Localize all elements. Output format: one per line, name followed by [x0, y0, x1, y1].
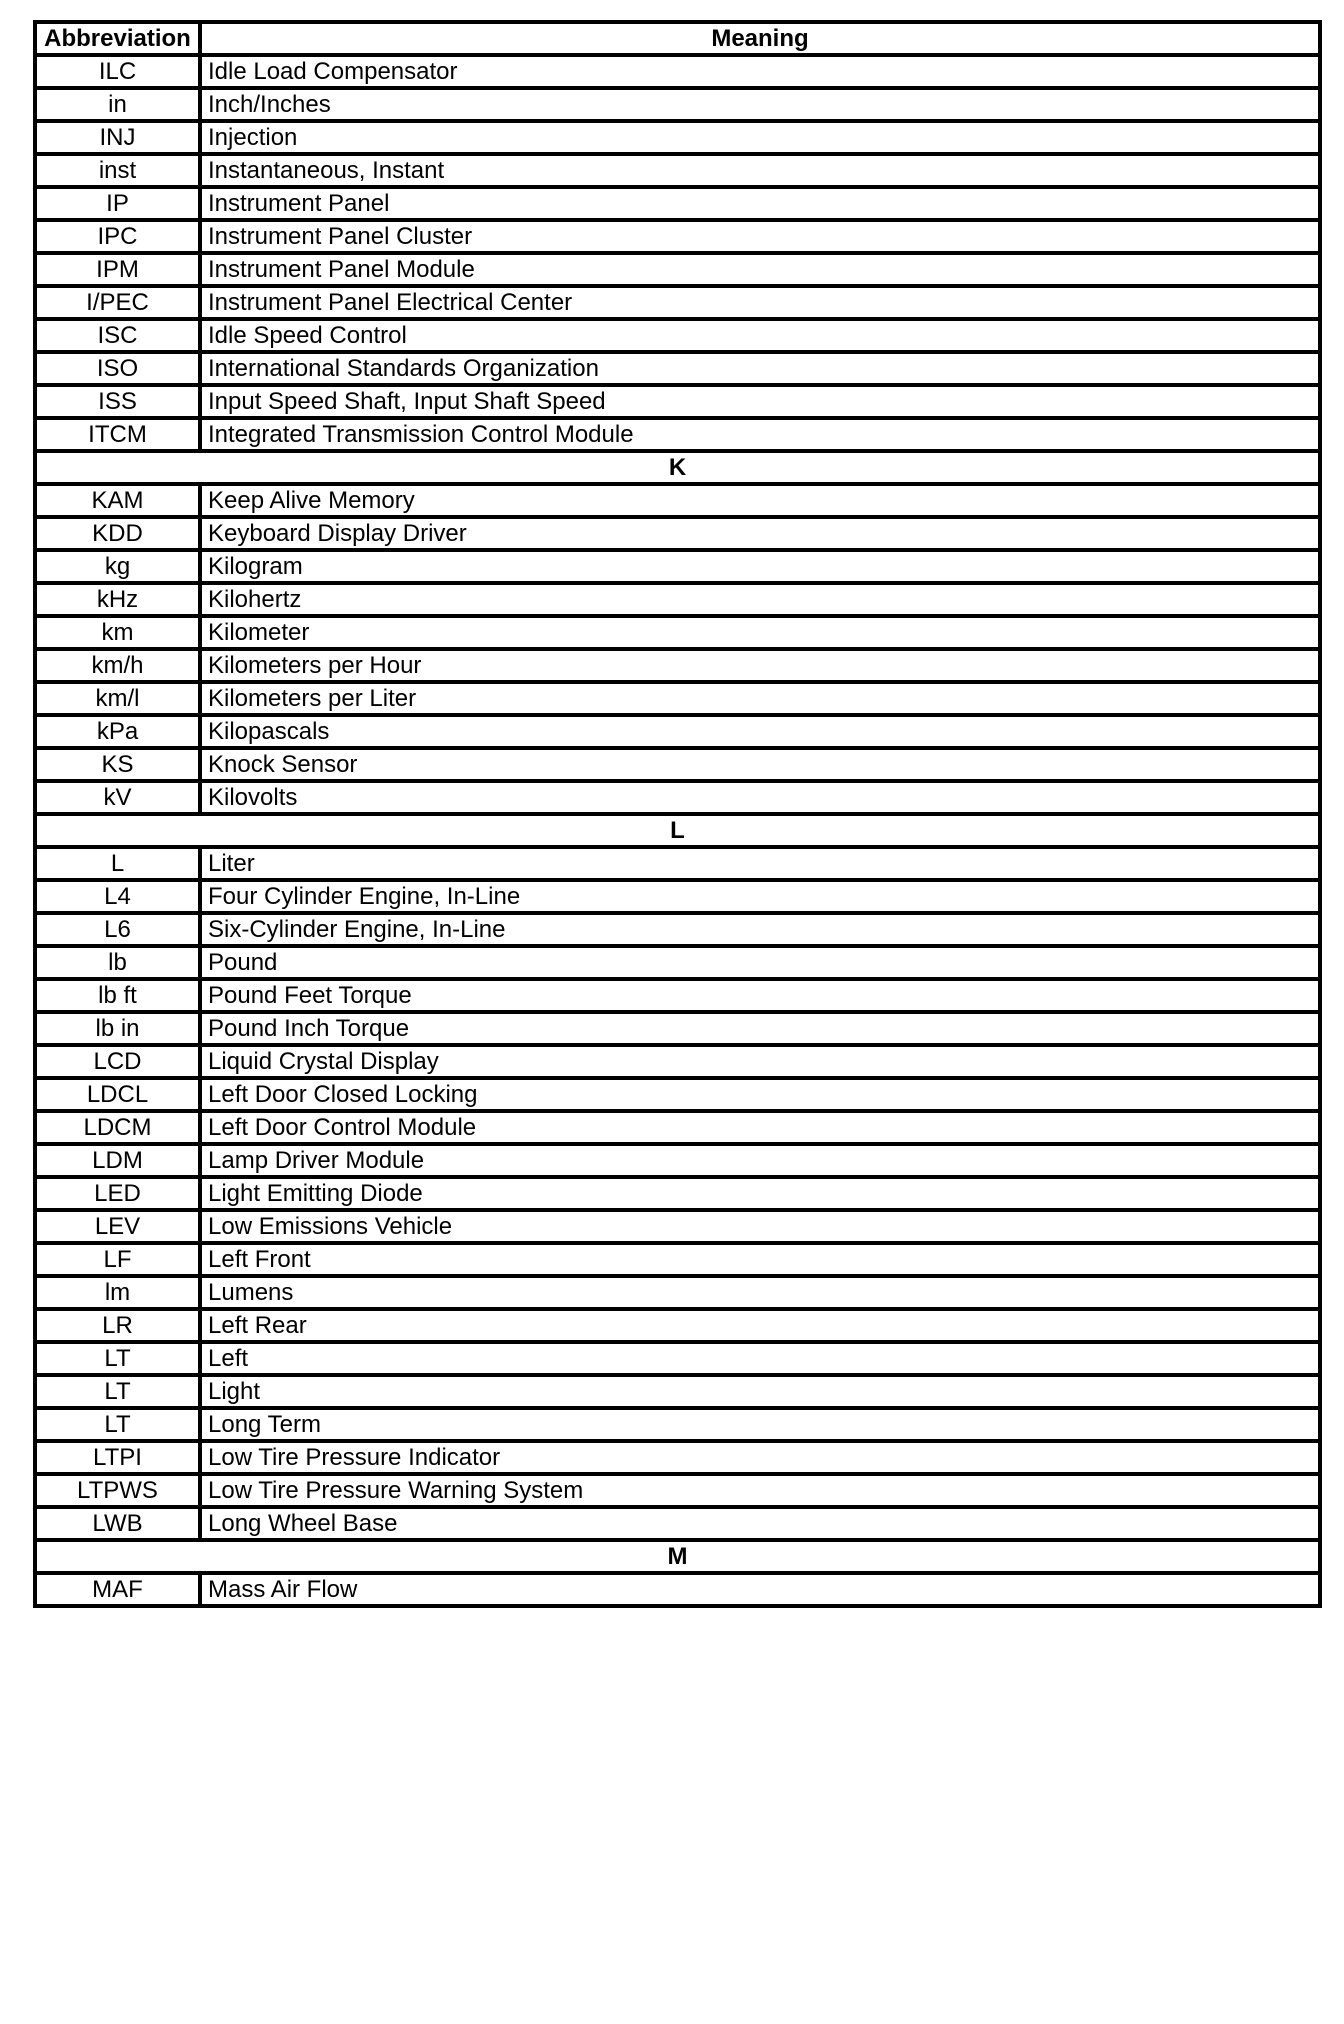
table-row — [35, 1177, 1320, 1210]
table-row — [35, 187, 1320, 220]
table-row — [35, 418, 1320, 451]
meaning-cell: Left Rear — [200, 1309, 1320, 1342]
meaning-cell: Six-Cylinder Engine, In-Line — [200, 913, 1320, 946]
meaning-cell: Instrument Panel Module — [200, 253, 1320, 286]
table-row — [35, 1375, 1320, 1408]
table-row — [35, 847, 1320, 880]
abbreviation-cell: INJ — [35, 121, 200, 154]
meaning-cell: Lumens — [200, 1276, 1320, 1309]
meaning-cell: Light Emitting Diode — [200, 1177, 1320, 1210]
abbreviation-cell: LT — [35, 1342, 200, 1375]
abbreviation-cell: KS — [35, 748, 200, 781]
table-body — [35, 55, 1320, 1606]
meaning-cell: Lamp Driver Module — [200, 1144, 1320, 1177]
abbreviation-cell: MAF — [35, 1573, 200, 1606]
meaning-cell: Kilometers per Hour — [200, 649, 1320, 682]
table-row — [35, 550, 1320, 583]
abbreviation-cell: IPC — [35, 220, 200, 253]
meaning-cell: Liquid Crystal Display — [200, 1045, 1320, 1078]
table-row — [35, 1210, 1320, 1243]
table-row — [35, 55, 1320, 88]
abbreviation-cell: LTPWS — [35, 1474, 200, 1507]
abbreviation-cell: kV — [35, 781, 200, 814]
meaning-cell: Instrument Panel Electrical Center — [200, 286, 1320, 319]
abbreviation-cell: IPM — [35, 253, 200, 286]
meaning-cell: Pound Inch Torque — [200, 1012, 1320, 1045]
table-row — [35, 715, 1320, 748]
section-letter: L — [35, 814, 1320, 847]
abbreviation-cell: LF — [35, 1243, 200, 1276]
table-row — [35, 1342, 1320, 1375]
meaning-cell: Pound — [200, 946, 1320, 979]
table-row — [35, 682, 1320, 715]
section-letter: K — [35, 451, 1320, 484]
meaning-cell: Kilopascals — [200, 715, 1320, 748]
table-row — [35, 1144, 1320, 1177]
table-header-row — [35, 22, 1320, 55]
meaning-cell: Keep Alive Memory — [200, 484, 1320, 517]
table-row — [35, 1441, 1320, 1474]
table-row — [35, 616, 1320, 649]
table-row — [35, 1111, 1320, 1144]
abbreviation-cell: LCD — [35, 1045, 200, 1078]
meaning-cell: Injection — [200, 121, 1320, 154]
meaning-cell: Long Term — [200, 1408, 1320, 1441]
meaning-cell: Idle Speed Control — [200, 319, 1320, 352]
abbreviation-cell: LEV — [35, 1210, 200, 1243]
meaning-cell: Left Door Control Module — [200, 1111, 1320, 1144]
abbreviation-cell: I/PEC — [35, 286, 200, 319]
abbreviation-cell: lb — [35, 946, 200, 979]
abbreviation-cell: LDCM — [35, 1111, 200, 1144]
table-row — [35, 484, 1320, 517]
table-row — [35, 121, 1320, 154]
table-row — [35, 1078, 1320, 1111]
table-row — [35, 748, 1320, 781]
abbreviation-cell: inst — [35, 154, 200, 187]
table-row — [35, 286, 1320, 319]
meaning-cell: Left Door Closed Locking — [200, 1078, 1320, 1111]
table-row — [35, 880, 1320, 913]
table-row — [35, 1012, 1320, 1045]
abbreviation-cell: L6 — [35, 913, 200, 946]
abbreviation-cell: LED — [35, 1177, 200, 1210]
meaning-cell: Mass Air Flow — [200, 1573, 1320, 1606]
meaning-cell: Inch/Inches — [200, 88, 1320, 121]
section-header-row — [35, 451, 1320, 484]
abbreviation-cell: LT — [35, 1408, 200, 1441]
meaning-cell: Instantaneous, Instant — [200, 154, 1320, 187]
abbreviation-cell: LDCL — [35, 1078, 200, 1111]
abbreviation-cell: LWB — [35, 1507, 200, 1540]
meaning-cell: Kilohertz — [200, 583, 1320, 616]
abbreviation-column-header: Abbreviation — [35, 22, 200, 55]
abbreviation-cell: km/l — [35, 682, 200, 715]
abbreviation-cell: L4 — [35, 880, 200, 913]
abbreviation-cell: km/h — [35, 649, 200, 682]
meaning-cell: Knock Sensor — [200, 748, 1320, 781]
table-row — [35, 352, 1320, 385]
meaning-cell: Pound Feet Torque — [200, 979, 1320, 1012]
meaning-cell: Kilovolts — [200, 781, 1320, 814]
table-row — [35, 1276, 1320, 1309]
table-row — [35, 1243, 1320, 1276]
table-row — [35, 781, 1320, 814]
meaning-cell: Low Tire Pressure Indicator — [200, 1441, 1320, 1474]
abbreviation-cell: ITCM — [35, 418, 200, 451]
meaning-cell: Idle Load Compensator — [200, 55, 1320, 88]
abbreviation-cell: LTPI — [35, 1441, 200, 1474]
meaning-cell: Kilometers per Liter — [200, 682, 1320, 715]
table-row — [35, 913, 1320, 946]
abbreviation-cell: kHz — [35, 583, 200, 616]
abbreviation-cell: km — [35, 616, 200, 649]
table-row — [35, 1408, 1320, 1441]
meaning-cell: Instrument Panel Cluster — [200, 220, 1320, 253]
table-row — [35, 1309, 1320, 1342]
meaning-cell: Kilogram — [200, 550, 1320, 583]
meaning-cell: Long Wheel Base — [200, 1507, 1320, 1540]
table-row — [35, 979, 1320, 1012]
table-row — [35, 1507, 1320, 1540]
section-letter: M — [35, 1540, 1320, 1573]
table-row — [35, 154, 1320, 187]
abbreviation-cell: ISS — [35, 385, 200, 418]
section-header-row — [35, 814, 1320, 847]
meaning-cell: International Standards Organization — [200, 352, 1320, 385]
meaning-cell: Kilometer — [200, 616, 1320, 649]
abbreviation-cell: LR — [35, 1309, 200, 1342]
abbreviation-cell: L — [35, 847, 200, 880]
table-row — [35, 946, 1320, 979]
table-row — [35, 1573, 1320, 1606]
abbreviation-cell: KAM — [35, 484, 200, 517]
abbreviation-cell: kPa — [35, 715, 200, 748]
abbreviation-cell: ISO — [35, 352, 200, 385]
abbreviation-cell: lb ft — [35, 979, 200, 1012]
abbreviation-cell: IP — [35, 187, 200, 220]
meaning-cell: Integrated Transmission Control Module — [200, 418, 1320, 451]
abbreviation-cell: lm — [35, 1276, 200, 1309]
meaning-cell: Low Tire Pressure Warning System — [200, 1474, 1320, 1507]
meaning-cell: Keyboard Display Driver — [200, 517, 1320, 550]
meaning-cell: Liter — [200, 847, 1320, 880]
meaning-cell: Left — [200, 1342, 1320, 1375]
table-row — [35, 649, 1320, 682]
meaning-cell: Light — [200, 1375, 1320, 1408]
table-row — [35, 1474, 1320, 1507]
table-row — [35, 517, 1320, 550]
meaning-cell: Left Front — [200, 1243, 1320, 1276]
table-row — [35, 319, 1320, 352]
abbreviation-cell: in — [35, 88, 200, 121]
abbreviation-cell: ILC — [35, 55, 200, 88]
table-row — [35, 220, 1320, 253]
abbreviation-cell: ISC — [35, 319, 200, 352]
meaning-cell: Low Emissions Vehicle — [200, 1210, 1320, 1243]
abbreviation-table — [33, 20, 1322, 1608]
table-row — [35, 88, 1320, 121]
meaning-cell: Four Cylinder Engine, In-Line — [200, 880, 1320, 913]
abbreviation-cell: lb in — [35, 1012, 200, 1045]
abbreviation-cell: kg — [35, 550, 200, 583]
meaning-column-header: Meaning — [200, 22, 1320, 55]
meaning-cell: Instrument Panel — [200, 187, 1320, 220]
abbreviation-cell: LDM — [35, 1144, 200, 1177]
table-row — [35, 385, 1320, 418]
table-row — [35, 253, 1320, 286]
table-row — [35, 583, 1320, 616]
table-row — [35, 1045, 1320, 1078]
section-header-row — [35, 1540, 1320, 1573]
abbreviation-cell: LT — [35, 1375, 200, 1408]
meaning-cell: Input Speed Shaft, Input Shaft Speed — [200, 385, 1320, 418]
abbreviation-cell: KDD — [35, 517, 200, 550]
